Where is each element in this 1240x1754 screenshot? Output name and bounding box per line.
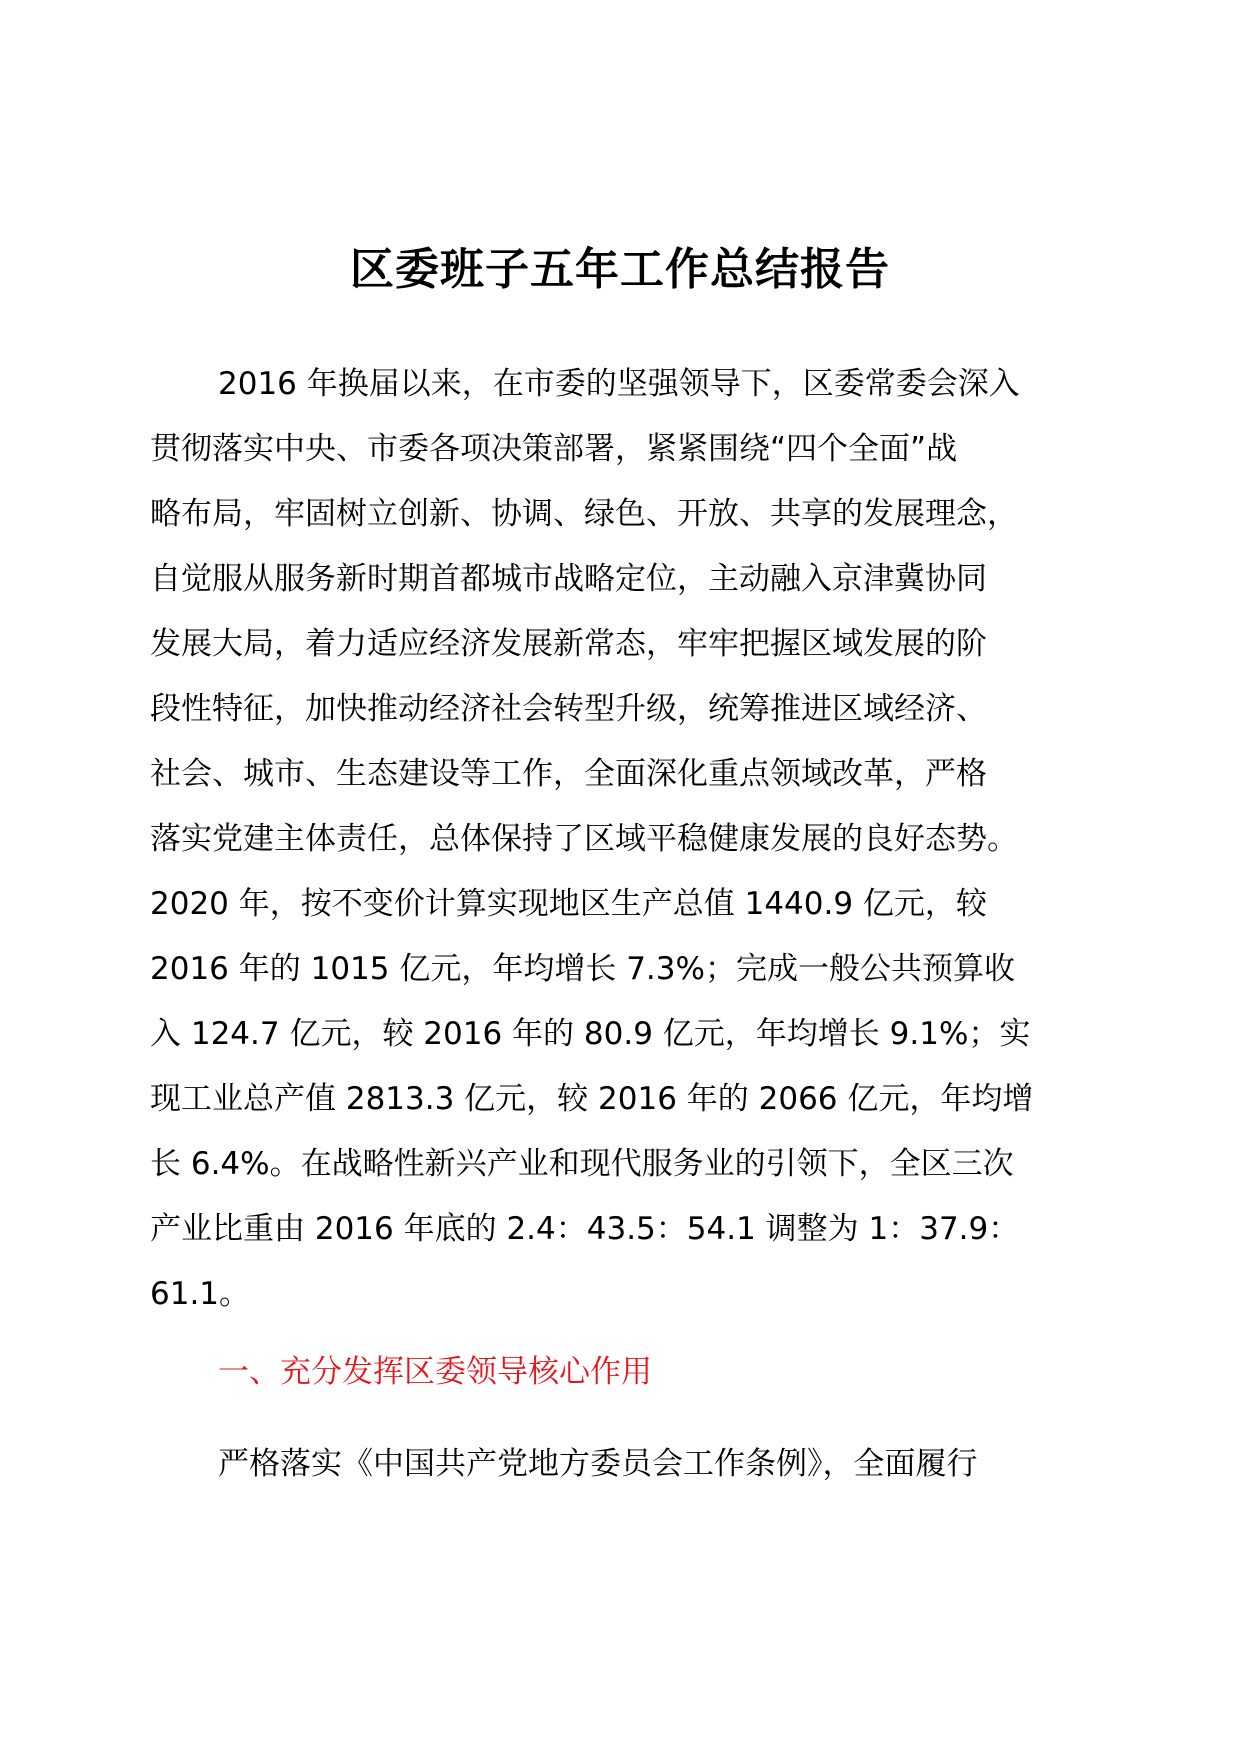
paragraph-line: 略布局，牢固树立创新、协调、绿色、开放、共享的发展理念，: [150, 496, 1018, 532]
paragraph-line: 现工业总产值 2813.3 亿元，较 2016 年的 2066 亿元，年均增: [150, 1081, 1034, 1117]
paragraph-line: 2016 年的 1015 亿元，年均增长 7.3%；完成一般公共预算收: [150, 951, 1015, 987]
paragraph-line: 自觉服从服务新时期首都城市战略定位，主动融入京津冀协同: [150, 561, 987, 597]
intro-paragraph: [150, 352, 1082, 1327]
paragraph-line: 发展大局，着力适应经济发展新常态，牢牢把握区域发展的阶: [150, 626, 987, 662]
paragraph-line: 段性特征，加快推动经济社会转型升级，统筹推进区域经济、: [150, 691, 987, 727]
section-paragraph: [150, 1432, 1082, 1497]
document-title: 区委班子五年工作总结报告: [350, 244, 890, 295]
paragraph-line: 贯彻落实中央、市委各项决策部署，紧紧围绕“四个全面”战: [150, 431, 958, 467]
paragraph-line: 严格落实《中国共产党地方委员会工作条例》，全面履行: [218, 1446, 978, 1482]
paragraph-line: 落实党建主体责任，总体保持了区域平稳健康发展的良好态势。: [150, 821, 1018, 857]
paragraph-line: 产业比重由 2016 年底的 2.4：43.5：54.1 调整为 1：37.9：: [150, 1211, 1020, 1247]
paragraph-line: 2016 年换届以来，在市委的坚强领导下，区委常委会深入: [218, 366, 1020, 402]
section-heading: 一、充分发挥区委领导核心作用: [218, 1354, 652, 1390]
paragraph-line: 入 124.7 亿元，较 2016 年的 80.9 亿元，年均增长 9.1%；实: [150, 1016, 1031, 1052]
paragraph-line: 长 6.4%。在战略性新兴产业和现代服务业的引领下，全区三次: [150, 1146, 1014, 1182]
paragraph-line: 61.1。: [150, 1276, 251, 1312]
paragraph-line: 社会、城市、生态建设等工作，全面深化重点领域改革，严格: [150, 756, 987, 792]
paragraph-line: 2020 年，按不变价计算实现地区生产总值 1440.9 亿元，较: [150, 886, 987, 922]
